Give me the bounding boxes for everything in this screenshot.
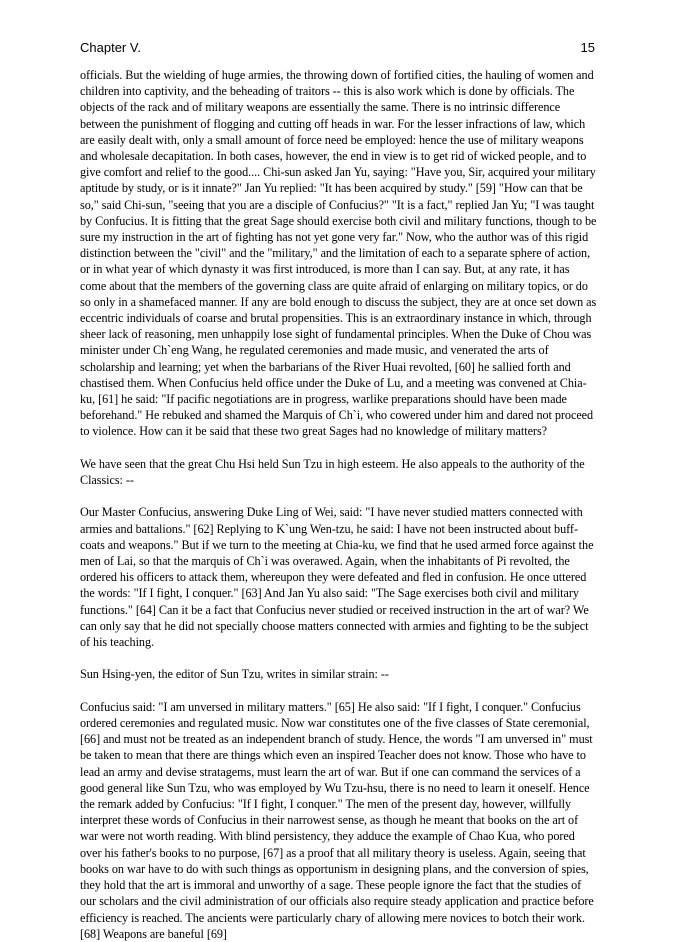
paragraph: We have seen that the great Chu Hsi held Sun Tzu in high esteem. He also appeals to the authority of the Classics: -- [80,456,585,488]
chapter-title: Chapter V. [80,40,141,55]
paragraph: officials. But the wielding of huge armies, the throwing down of fortified cities, the hauling of women and children into captivity, and the beheading of traitors -- this is also work which is done by officials. The objects of the rack and of military weapons are essentially the same. There is no intrinsic difference between the punishment of flogging and cutting off heads in war. For the lesser infractions of law, which are easily dealt with, only a small amount of force need be employed: hence the use of military weapons and wholesale decapitation. In both cases, however, the end in view is to get rid of wicked people, and to give comfort and relief to the good.... Chi-sun asked Jan Yu, saying: "Have you, Sir, acquired your military aptitude by study, or is it innate?" Jan Yu replied: "It has been acquired by study." [59] "How can that be so," said Chi-sun, "seeing that you are a disciple of Confucius?" "It is a fact," replied Jan Yu; "I was taught by Confucius. It is fitting that the great Sage should exercise both civil and military functions, though to be sure my instruction in the art of fighting has not yet gone very far." Now, who the author was of this rigid distinction between the "civil" and the "military," and the limitation of each to a separate sphere of action, or in what year of which dynasty it was first introduced, is more than I can say. But, at any rate, it has come about that the members of the governing class are quite afraid of enlarging on military topics, or do so only in a shamefaced manner. If any are bold enough to discuss the subject, they are at once set down as eccentric individuals of coarse and brutal propensities. This is an extraordinary instance in which, through sheer lack of reasoning, men unhappily lose sight of fundamental principles. When the Duke of Chou was minister under Ch`eng Wang, he regulated ceremonies and made music, and venerated the arts of scholarship and learning; yet when the barbarians of the River Huai revolted, [60] he sallied forth and chastised them. When Confucius held office under the Duke of Lu, and a meeting was convened at Chia-ku, [61] he said: "If pacific negotiations are in progress, warlike preparations should have been made beforehand." He rebuked and shamed the Marquis of Ch`i, who cowered under him and dared not proceed to violence. How can it be said that these two great Sages had no knowledge of military matters? [80,68,597,439]
paragraph: Sun Hsing-yen, the editor of Sun Tzu, writes in similar strain: -- [80,667,389,682]
page-number: 15 [580,40,595,55]
running-header [80,40,595,56]
paragraph: Our Master Confucius, answering Duke Ling of Wei, said: "I have never studied matters connected with armies and battalions." [62] Replying to K`ung Wen-tzu, he said: I have not been instructed about buff-coats and weapons." But if we turn to the meeting at Chia-ku, we find that he used armed force against the men of Lai, so that the marquis of Ch`i was overawed. Again, when the inhabitants of Pi revolted, the ordered his officers to attack them, whereupon they were defeated and fled in confusion. He once uttered the words: "If I fight, I conquer." [63] And Jan Yu also said: "The Sage exercises both civil and military functions." [64] Can it be a fact that Confucius never studied or received instruction in the art of war? We can only say that he did not specially choose matters connected with armies and fighting to be the subject of his teaching. [80,505,594,650]
paragraph: Confucius said: "I am unversed in military matters." [65] He also said: "If I fight, I conquer." Confucius ordered ceremonies and regulated music. Now war constitutes one of the five classes of State ceremonial, [66] and must not be treated as an independent branch of study. Hence, the words "I am unversed in" must be taken to mean that there are things which even an inspired Teacher does not know. Those who have to lead an army and devise stratagems, must learn the art of war. But if one can command the services of a good general like Sun Tzu, who was employed by Wu Tzu-hsu, there is no need to learn it oneself. Hence the remark added by Confucius: "If I fight, I conquer." The men of the present day, however, willfully interpret these words of Confucius in their narrowest sense, as though he meant that books on the art of war were not worth reading. With blind persistency, they adduce the example of Chao Kua, who pored over his father's books to no purpose, [67] as a proof that all military theory is useless. Again, seeing that books on war have to do with such things as opportunism in designing plans, and the conversion of spies, they hold that the art is immoral and unworthy of a sage. These people ignore the fact that the studies of our scholars and the civil administration of our officials also require steady application and practice before efficiency is reached. The ancients were particularly chary of allowing mere novices to botch their work. [68] Weapons are baneful [69] [80,699,594,941]
body-text [80,67,598,942]
